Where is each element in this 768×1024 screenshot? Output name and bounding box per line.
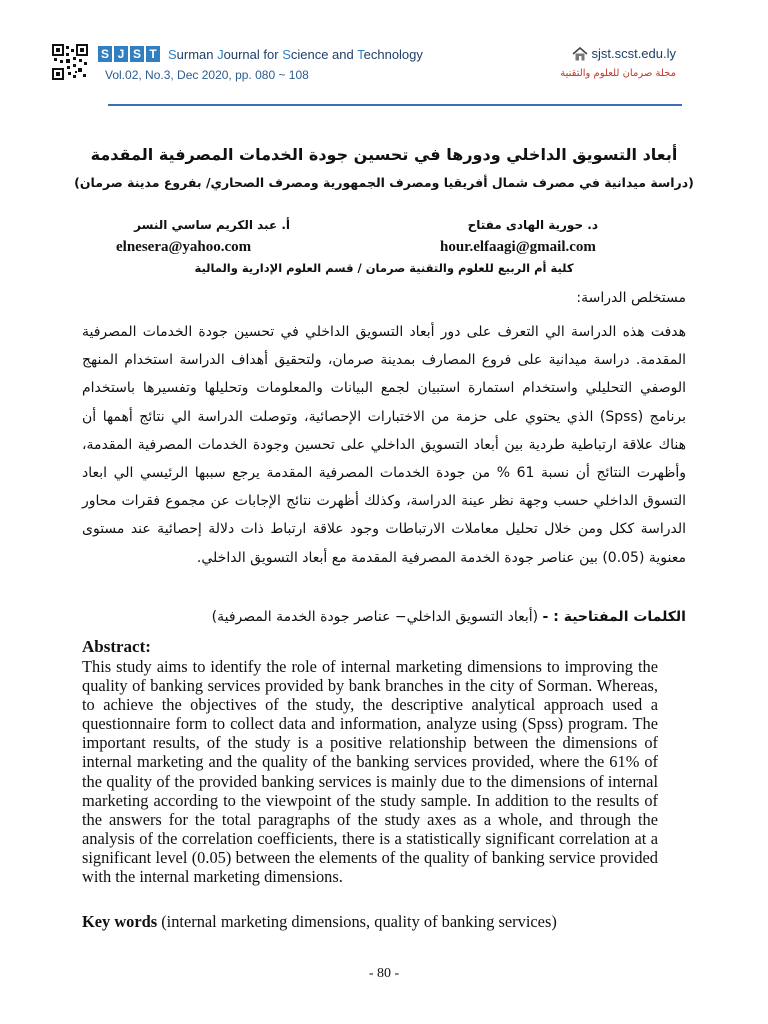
journal-name-cap: T: [357, 46, 364, 62]
english-keywords-label: Key words: [82, 912, 158, 931]
english-keywords: [82, 912, 557, 932]
author-email[interactable]: hour.elfaagi@gmail.com: [440, 239, 596, 255]
logo-letter: T: [146, 46, 160, 62]
journal-brand: [98, 46, 423, 62]
author-email[interactable]: elnesera@yahoo.com: [116, 239, 252, 255]
journal-header: [0, 0, 768, 110]
journal-name-arabic: مجلة صرمان للعلوم والتقنية: [560, 68, 676, 79]
english-keywords-text: (internal marketing dimensions, quality of banking services): [157, 912, 557, 931]
arabic-keywords-text: (أبعاد التسويق الداخلي− عناصر جودة الخدمة المصرفية): [211, 609, 539, 625]
journal-name-cap: J: [217, 46, 224, 62]
page-number: - 80 -: [368, 966, 400, 981]
journal-name-cap: S: [282, 46, 291, 62]
author-name: د. حورية الهادى مفتاح: [467, 218, 598, 232]
logo-letter: J: [114, 46, 128, 62]
journal-name-part: cience and: [290, 46, 358, 62]
journal-name-part: ournal for: [223, 46, 283, 62]
paper-title: أبعاد التسويق الداخلي ودورها في تحسين جودة الخدمات المصرفية المقدمة: [90, 145, 678, 164]
logo-letter: S: [130, 46, 144, 62]
journal-name-cap: S: [168, 46, 177, 62]
website-link[interactable]: [572, 46, 676, 61]
header-divider: [108, 104, 682, 106]
qr-code-icon: [52, 44, 88, 80]
journal-name: [168, 47, 423, 62]
website-url: sjst.scst.edu.ly: [591, 46, 676, 61]
journal-name-part: urman: [176, 46, 218, 62]
home-icon: [572, 47, 588, 61]
english-abstract-heading: Abstract:: [82, 637, 151, 656]
english-abstract-body: This study aims to identify the role of internal marketing dimensions to improving the quality of banking services provided by bank branches in the city of Sorman. Whereas, to achieve the objectives of the study, the descriptive analytical approach used a questionnaire form to collect data and information, analyze using (Spss) program. The important results, of the study is a positive relationship between the dimensions of internal marketing and the quality of the banking services provided, where the 61% of the quality of the provided banking services is mainly due to the dimensions of internal marketing according to the viewpoint of the study sample. In addition to the results of the answers for the total paragraphs of the study axes as a whole, and through the analysis of the correlation coefficients, there is a statistically significant correlation at a significant level (0.05) between the elements of the quality of banking service provided with the internal marketing dimensions.: [82, 657, 658, 887]
author-name: أ. عبد الكريم ساسي النسر: [134, 218, 290, 232]
arabic-abstract-heading: مستخلص الدراسة:: [576, 290, 686, 306]
arabic-abstract-body: هدفت هذه الدراسة الي التعرف على دور أبعاد التسويق الداخلي في تحسين جودة الخدمات المصرفية المقدمة. دراسة ميدانية على فروع المصارف بمدينة صرمان، ولتحقيق أهداف الدراسة استخدام المنهج الوصفي التحليلي واستخدام استمارة استبيان لجمع البيانات والمعلومات وتحليلها وتفسيرها باستخدام برنامج (Spss) الذي يحتوي على حزمة من الاختبارات الإحصائية، وتوصلت الدراسة الي نتائج أهمها أن هناك علاقة ارتباطية طردية بين أبعاد التسويق الداخلي على تحسين وجودة الخدمات المصرفية المقدمة، وأظهرت النتائج أن نسبة 61 % من جودة الخدمات المصرفية المقدمة يرجع سببها الرئيسي الي ابعاد التسوق الداخلي حسب وجهة نظر عينة الدراسة، وكذلك أظهرت نتائج الإجابات عن مجموع فقرات محاور الدراسة ككل ومن خلال تحليل معاملات الارتباطات وجود علاقة ارتباط ذات دلالة إحصائية عند مستوى معنوية (0.05) بين عناصر جودة الخدمة المصرفية المقدمة مع أبعاد التسويق الداخلي.: [82, 324, 686, 566]
journal-name-part: echnology: [363, 46, 423, 62]
arabic-keywords-label: الكلمات المفتاحية : -: [542, 609, 686, 625]
paper-subtitle: (دراسة ميدانية في مصرف شمال أفريقيا ومصرف الجمهورية ومصرف الصحاري/ بفروع مدينة صرمان): [74, 175, 694, 190]
sjst-logo: [98, 46, 162, 62]
volume-info: Vol.02, No.3, Dec 2020, pp. 080 ~ 108: [105, 68, 309, 82]
arabic-keywords: [212, 609, 686, 625]
logo-letter: S: [98, 46, 112, 62]
affiliation: كلية أم الربيع للعلوم والتقنية صرمان / قسم العلوم الإدارية والمالية: [194, 261, 574, 275]
